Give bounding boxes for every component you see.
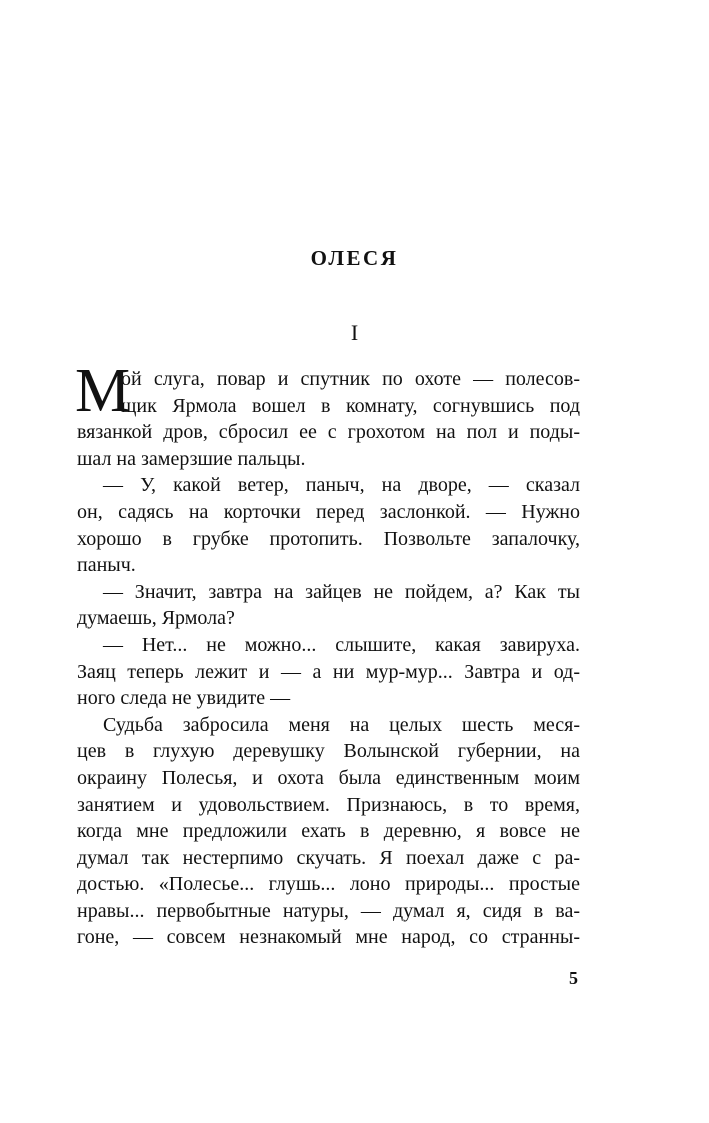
chapter-number: I — [350, 320, 359, 345]
text-line: он, садясь на корточки перед заслонкой. — Нужно — [77, 500, 580, 523]
text-line: окраину Полесья, и охота была единственным моим — [77, 766, 580, 789]
text-line: цев в глухую деревушку Волынской губернии, на — [77, 740, 580, 763]
text-line: шал на замерзшие пальцы. — [77, 447, 306, 470]
text-line: Заяц теперь лежит и — а ни мур-мур... Завтра и од- — [77, 660, 580, 683]
drop-cap: М — [75, 357, 131, 425]
text-line: ой слуга, повар и спутник по охоте — полесов- — [121, 368, 580, 390]
text-line: Судьба забросила меня на целых шесть меся- — [103, 713, 580, 736]
text-line: думаешь, Ярмола? — [77, 607, 235, 630]
text-line: когда мне предложили ехать в деревню, я вовсе не — [77, 820, 580, 843]
text-lines — [75, 357, 580, 951]
text-line: нравы... первобытные натуры, — думал я, сидя в ва- — [77, 899, 580, 922]
story-title: ОЛЕСЯ — [310, 246, 399, 270]
text-line: думал так нестерпимо скучать. Я поехал даже с ра- — [77, 846, 580, 869]
text-line: достью. «Полесье... глушь... лоно природы... простые — [77, 873, 580, 896]
text-line: — У, какой ветер, паныч, на дворе, — сказал — [103, 474, 580, 497]
text-line: щик Ярмола вошел в комнату, согнувшись под — [121, 394, 580, 417]
text-line: — Нет... не можно... слышите, какая завируха. — [103, 633, 580, 656]
text-line: паныч. — [77, 554, 136, 577]
text-line: хорошо в грубке протопить. Позвольте запалочку, — [77, 527, 580, 550]
body-text — [75, 357, 580, 951]
text-line: — Значит, завтра на зайцев не пойдем, а? Как ты — [103, 580, 580, 603]
text-line: вязанкой дров, сбросил ее с грохотом на пол и поды- — [77, 421, 580, 444]
text-line: гоне, — совсем незнакомый мне народ, со странны- — [77, 926, 580, 949]
text-line: занятием и удовольствием. Признаюсь, в то время, — [77, 793, 580, 816]
text-line: ного следа не увидите — — [77, 687, 291, 710]
page-number: 5 — [569, 968, 578, 988]
